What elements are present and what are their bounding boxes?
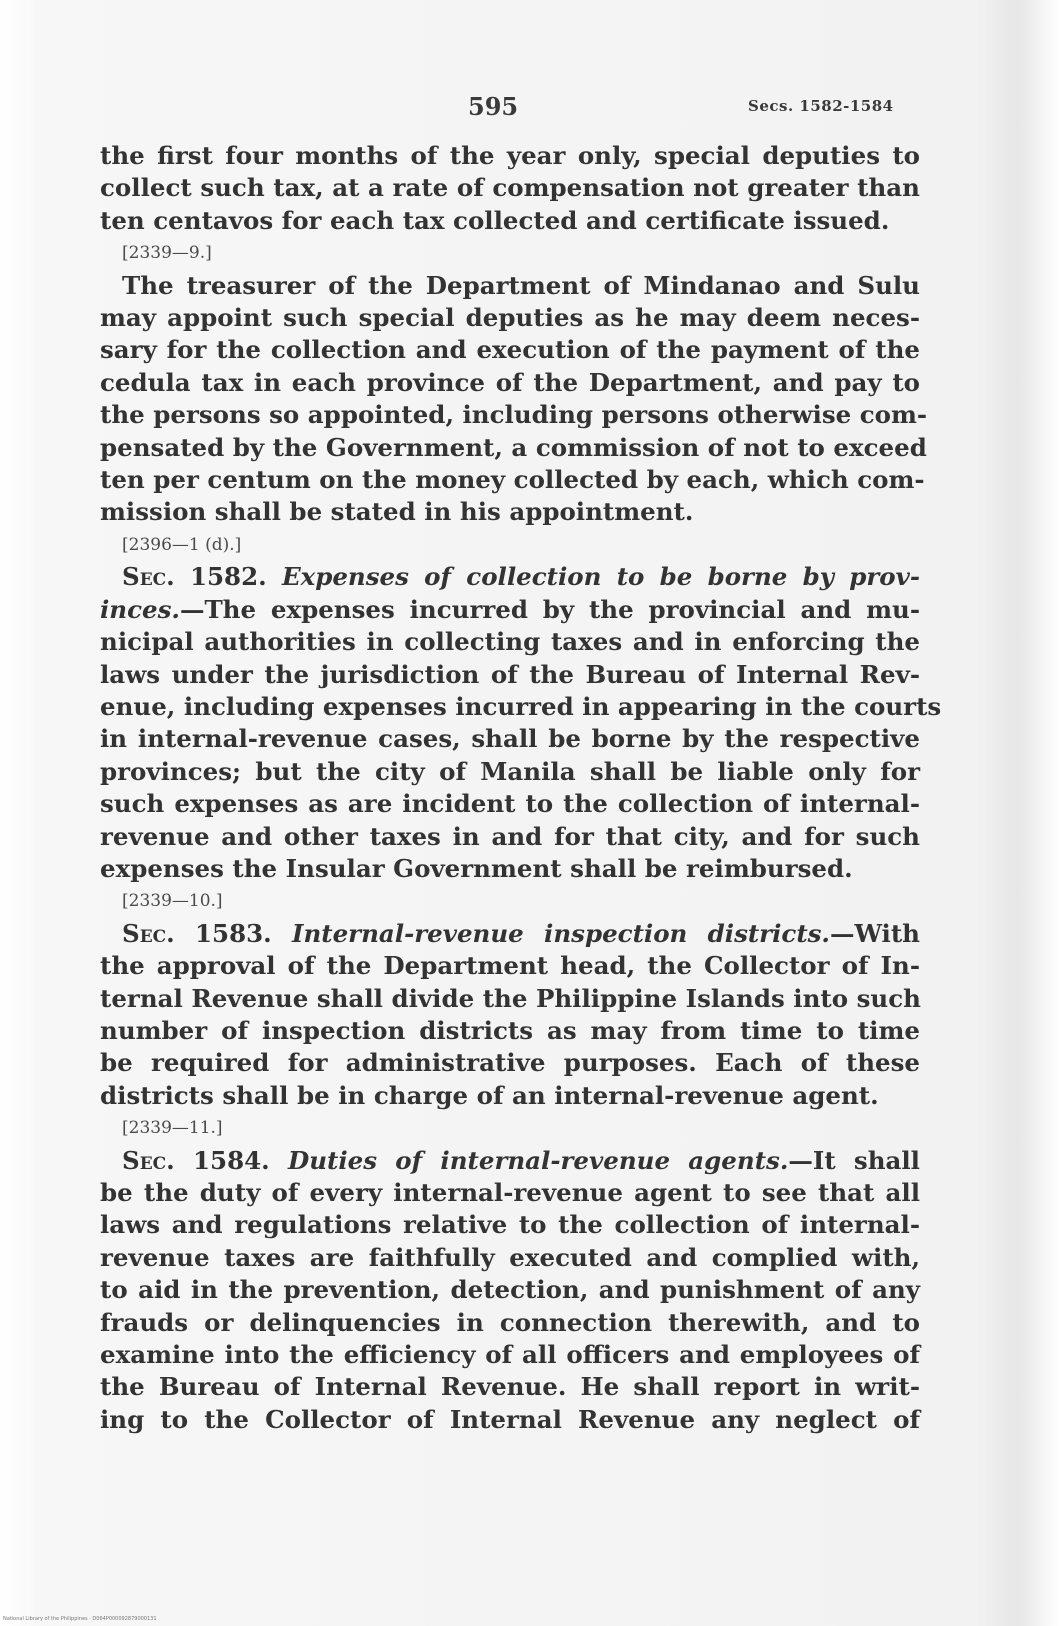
text-line: revenue and other taxes in and for that city, and for such bbox=[100, 821, 920, 851]
text-line: The treasurer of the Department of Mindanao and Sulu bbox=[122, 270, 920, 300]
scan-footer: National Library of the Philippines · D064P000092879000131 bbox=[3, 1616, 157, 1622]
source-reference: [2339—9.] bbox=[122, 243, 212, 264]
text-line: number of inspection districts as may from time to time bbox=[100, 1015, 920, 1045]
text-line: the persons so appointed, including persons otherwise com- bbox=[100, 400, 928, 430]
text-line: nicipal authorities in collecting taxes and in enforcing the bbox=[100, 627, 920, 657]
source-reference: [2339—10.] bbox=[122, 891, 223, 912]
text-line: districts shall be in charge of an internal-revenue agent. bbox=[100, 1080, 879, 1110]
text-line: ternal Revenue shall divide the Philippine Islands into such bbox=[100, 983, 921, 1013]
section-1583-heading bbox=[100, 918, 920, 950]
source-reference: [2339—11.] bbox=[122, 1118, 223, 1139]
text-line: enue, including expenses incurred in appearing in the courts bbox=[100, 691, 942, 721]
section-number: Sec. 1582. bbox=[122, 562, 267, 592]
text-line: be the duty of every internal-revenue agent to see that all bbox=[100, 1178, 920, 1207]
text-line: revenue taxes are faithfully executed and complied with, bbox=[100, 1242, 920, 1272]
text-line: ing to the Collector of Internal Revenue any neglect of bbox=[100, 1404, 920, 1434]
body-text bbox=[100, 140, 942, 1436]
text-line: such expenses as are incident to the collection of internal- bbox=[100, 789, 920, 819]
text-line: may appoint such special deputies as he may deem neces- bbox=[100, 303, 920, 333]
text-line: be required for administrative purposes. Each of these bbox=[100, 1048, 920, 1078]
section-text: —The expenses incurred by the provincial and mu- bbox=[179, 594, 920, 624]
text-line: mission shall be stated in his appointment. bbox=[100, 497, 694, 527]
running-head: Secs. 1582-1584 bbox=[748, 97, 894, 115]
text-line bbox=[100, 594, 920, 626]
section-text: —It shall bbox=[788, 1145, 920, 1175]
section-text: —With bbox=[829, 918, 920, 948]
text-line: sary for the collection and execution of the payment of the bbox=[100, 335, 920, 365]
text-line: the Bureau of Internal Revenue. He shall report in writ- bbox=[100, 1372, 920, 1402]
text-line: ten centavos for each tax collected and certificate issued. bbox=[100, 205, 890, 235]
section-title: Expenses of collection to be borne by prov- bbox=[281, 562, 920, 592]
text-line: the first four months of the year only, special deputies to bbox=[100, 141, 920, 170]
page-header bbox=[0, 92, 1060, 126]
text-line: to aid in the prevention, detection, and punishment of any bbox=[100, 1275, 920, 1305]
section-title: Duties of internal-revenue agents. bbox=[287, 1145, 789, 1175]
text-line: laws and regulations relative to the collection of internal- bbox=[100, 1210, 920, 1240]
text-line: laws under the jurisdiction of the Bureau of Internal Rev- bbox=[100, 659, 920, 689]
text-line: collect such tax, at a rate of compensation not greater than bbox=[100, 173, 920, 203]
text-line: pensated by the Government, a commission of not to exceed bbox=[100, 432, 927, 462]
section-title: Internal-revenue inspection districts. bbox=[291, 918, 830, 948]
text-line: expenses the Insular Government shall be reimbursed. bbox=[100, 853, 853, 883]
text-line: examine into the efficiency of all officers and employees of bbox=[100, 1340, 920, 1370]
section-1582-heading bbox=[100, 561, 920, 593]
source-reference: [2396—1 (d).] bbox=[122, 534, 242, 555]
section-number: Sec. 1583. bbox=[122, 918, 272, 948]
text-line: provinces; but the city of Manila shall be liable only for bbox=[100, 756, 920, 786]
section-title: inces. bbox=[100, 594, 180, 624]
section-1584-heading bbox=[100, 1145, 920, 1177]
text-line: in internal-revenue cases, shall be borne by the respective bbox=[100, 724, 920, 754]
section-number: Sec. 1584. bbox=[122, 1145, 270, 1175]
text-line: frauds or delinquencies in connection therewith, and to bbox=[100, 1307, 920, 1337]
text-line: ten per centum on the money collected by each, which com- bbox=[100, 465, 925, 495]
text-line: cedula tax in each province of the Department, and pay to bbox=[100, 367, 920, 397]
text-line: the approval of the Department head, the Collector of In- bbox=[100, 951, 920, 981]
page-number: 595 bbox=[468, 92, 519, 121]
